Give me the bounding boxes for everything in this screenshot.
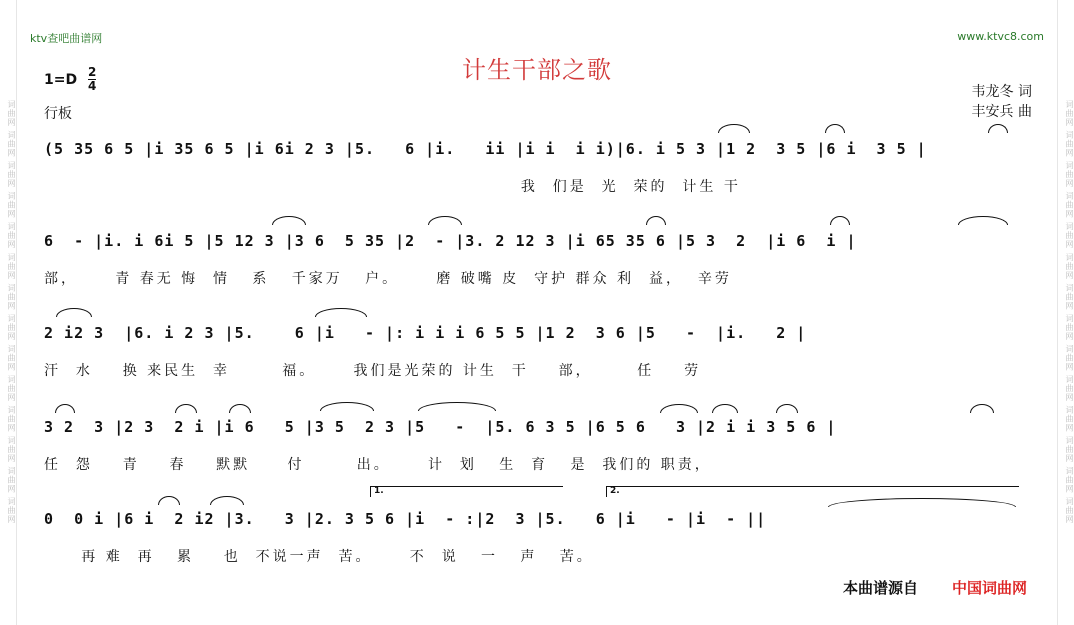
watermark-text-right: 词曲网 词曲网 词曲网 词曲网 词曲网 词曲网 词曲网 词曲网 词曲网 词曲网 词曲网 词曲网 词曲网 词曲网 — [1065, 100, 1074, 525]
slur-mark — [958, 216, 1008, 225]
slur-mark — [272, 216, 306, 225]
slur-mark — [970, 404, 994, 413]
notation-row-1: (5 35 6 5 |i 35 6 5 |i 6i 2 3 |5. 6 |i. ii |i i i i)|6. i 5 3 |1 2 3 5 |6 i 3 5 | — [44, 140, 927, 158]
source-label: 本曲谱源自 — [843, 579, 919, 597]
site-url-right: www.ktvc8.com — [957, 30, 1044, 43]
slur-mark — [776, 404, 798, 413]
slur-mark — [55, 404, 75, 413]
watermark-strip-right — [1057, 0, 1074, 625]
slur-mark — [825, 124, 845, 133]
slur-mark — [428, 216, 462, 225]
site-name-left: ktv查吧曲谱网 — [30, 32, 103, 45]
slur-mark — [56, 308, 92, 317]
lyrics-row-5: 再 难 再 累 也 不说一声 苦。 不 说 一 声 苦。 — [44, 549, 594, 565]
slur-mark — [158, 496, 180, 505]
lyrics-row-2: 部， 青 春无 悔 情 系 千家万 户。 磨 破嘴 皮 守护 群众 利 益， 辛劳 — [44, 271, 732, 287]
slur-mark — [210, 496, 244, 505]
meter-bottom: 4 — [88, 79, 97, 93]
slur-mark — [646, 216, 666, 225]
lyrics-row-1: 我 们是 光 荣的 计生 干 — [44, 179, 741, 195]
watermark-text-left: 词曲网 词曲网 词曲网 词曲网 词曲网 词曲网 词曲网 词曲网 词曲网 词曲网 词曲网 词曲网 词曲网 词曲网 — [7, 100, 16, 525]
song-title: 计生干部之歌 — [462, 56, 612, 84]
lyrics-row-4: 任 怨 青 春 默默 付 出。 计 划 生 育 是 我们的 职责， — [44, 457, 712, 473]
notation-row-3: 2 i2 3 |6. i 2 3 |5. 6 |i - |: i i i 6 5 5 |1 2 3 6 |5 - |i. 2 | — [44, 324, 807, 342]
source-site-link[interactable]: 中国词曲网 — [952, 579, 1028, 597]
slur-mark — [988, 124, 1008, 133]
volta-label-1: 1. — [374, 486, 384, 496]
key-signature: 1=D — [44, 72, 78, 88]
slur-mark — [712, 404, 738, 413]
slur-mark — [315, 308, 367, 317]
slur-mark — [828, 498, 1016, 507]
slur-mark — [418, 402, 496, 411]
notation-row-4: 3 2 3 |2 3 2 i |i 6 5 |3 5 2 3 |5 - |5. 6 3 5 |6 5 6 3 |2 i i 3 5 6 | — [44, 418, 837, 436]
time-signature — [88, 66, 96, 93]
notation-row-5: 0 0 i |6 i 2 i2 |3. 3 |2. 3 5 6 |i - :|2 3 |5. 6 |i - |i - || — [44, 510, 767, 528]
slur-mark — [229, 404, 251, 413]
slur-mark — [660, 404, 698, 413]
meter-top: 2 — [88, 65, 97, 79]
volta-bracket-1 — [370, 486, 563, 497]
volta-label-2: 2. — [610, 486, 620, 496]
slur-mark — [830, 216, 850, 225]
composer: 丰安兵 曲 — [971, 104, 1032, 120]
lyrics-row-3: 汗 水 换 来民生 幸 福。 我们是光荣的 计生 干 部， 任 劳 — [44, 363, 702, 379]
lyricist: 韦龙冬 词 — [971, 84, 1032, 100]
volta-bracket-2 — [606, 486, 1019, 497]
slur-mark — [718, 124, 750, 133]
watermark-strip-left — [0, 0, 17, 625]
tempo-marking: 行板 — [44, 106, 72, 122]
slur-mark — [320, 402, 374, 411]
notation-row-2: 6 - |i. i 6i 5 |5 12 3 |3 6 5 35 |2 - |3. 2 12 3 |i 65 35 6 |5 3 2 |i 6 i | — [44, 232, 857, 250]
credits — [972, 82, 1032, 122]
slur-mark — [175, 404, 197, 413]
